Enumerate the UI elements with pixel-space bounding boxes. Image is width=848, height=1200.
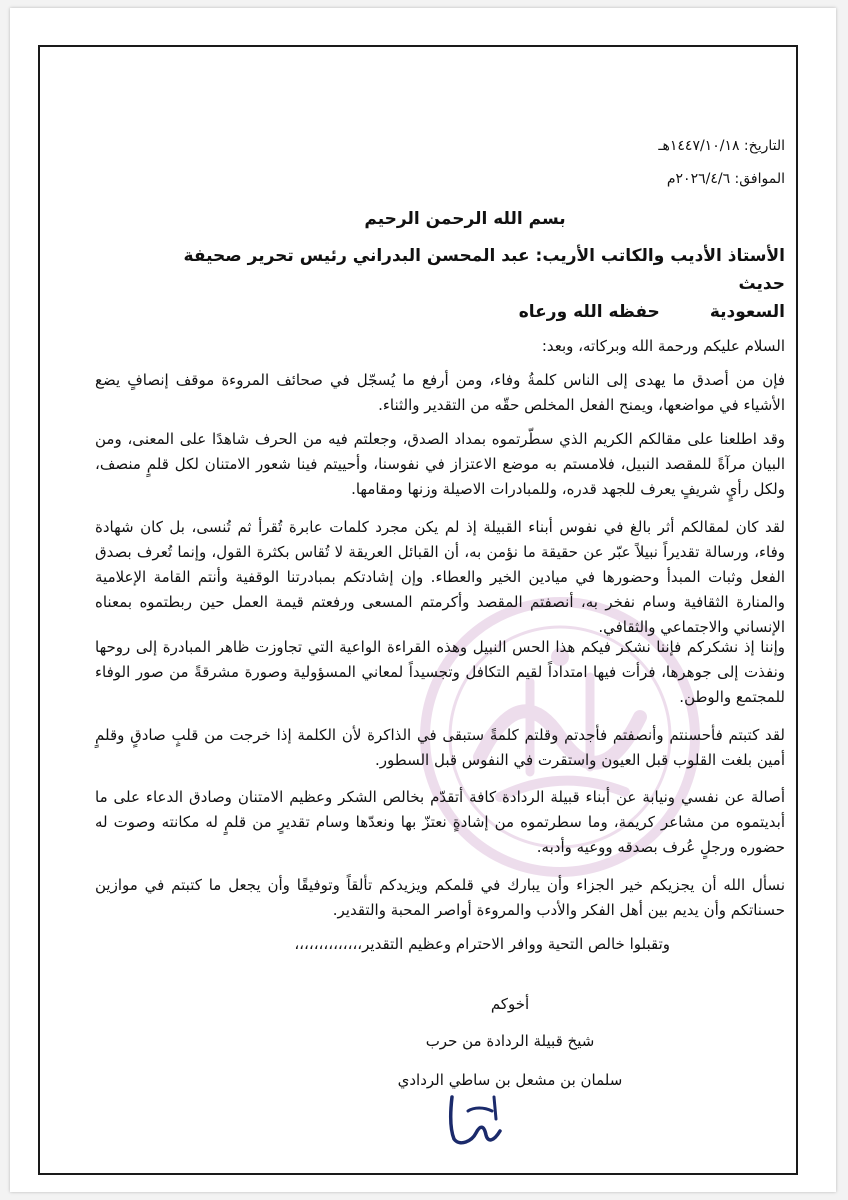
paragraph-1: فإن من أصدق ما يهدى إلى الناس كلمةُ وفاء، ومن أرفع ما يُسجّل في صحائف المروءة موقف إنصافٍ يضع الأشياء في مواضعها، ويمنح الفعل المخلص حقّه من التقدير والثناء. — [95, 371, 785, 414]
paragraph-3: لقد كان لمقالكم أثر بالغ في نفوس أبناء القبيلة إذ لم يكن مجرد كلمات عابرة تُقرأ ثم تُنسى، بل كان شهادة وفاء، ورسالة تقديراً نبيلاً عبّر عن حقيقة ما نؤمن به، أن القبائل العريقة لا تُقاس بكثرة القول، وإنما تُعرف بصدق الفعل وثبات المبدأ وحضورها في ميادين الخير والعطاء. وإن إشادتكم بمبادرتنا الوقفية وأنتم القامة الإعلامية والمنارة الثقافية وسام نفخر به، أنصفتم المقصد وأكرمتم المسعى ورفعتم قيمة العمل حين ربطتموه بمعناه الإنساني والاجتماعي والثقافي. — [95, 518, 785, 636]
paragraph-2: وقد اطلعنا على مقالكم الكريم الذي سطّرتموه بمداد الصدق، وجعلتم فيه من الحرف شاهدًا على المعنى، ومن البيان مرآةً للمقصد النبيل، فلامستم به موضع الاعتزاز في نفوسنا، وأحييتم فينا شعور الامتنان لكل قلمٍ منصف، ولكل رأيٍ شريفٍ يعرف للجهد قدره، وللمبادرات الاصيلة وزنها ومقامها. — [95, 430, 785, 498]
gregorian-date: الموافق: ٢٠٢٦/٤/٦م — [666, 171, 785, 187]
paragraph-6: أصالة عن نفسي ونيابة عن أبناء قبيلة الردادة كافة أتقدّم بخالص الشكر وعظيم الامتنان وصادق الدعاء على ما أبديتموه من مشاعر كريمة، وما سطرتموه من إشادةٍ نعتزّ بها ونعدّها وسام تقديرٍ من قلمٍ له مكانته وصوت له حضوره ورجلٍ عُرف بصدقه ووعيه وأدبه. — [95, 788, 785, 856]
closing-line: وتقبلوا خالص التحية ووافر الاحترام وعظيم التقدير،،،،،،،،،،،،،، — [294, 935, 670, 953]
paragraph-5: لقد كتبتم فأحسنتم وأنصفتم فأجدتم وقلتم كلمةً ستبقى في الذاكرة لأن الكلمة إذا خرجت من قلبٍ صادقٍ وقلمٍ أمين بلغت القلوب قبل العيون واستقرت في النفوس قبل السطور. — [95, 726, 785, 769]
addressee-line-1: الأستاذ الأديب والكاتب الأريب: عبد المحسن البدراني رئيس تحرير صحيفة حديث — [183, 246, 785, 294]
basmala: بسم الله الرحمن الرحيم — [364, 209, 566, 229]
addressee-line-2 — [135, 298, 785, 326]
hijri-date: التاريخ: ١٤٤٧/١٠/١٨هـ — [658, 138, 785, 154]
page-border-frame — [38, 45, 798, 1175]
addressee-country: السعودية — [709, 302, 785, 322]
paragraph-4: وإننا إذ نشكركم فإننا نشكر فيكم هذا الحس النبيل وهذه القراءة الواعية التي تجاوزت ظاهر المبادرة إلى روحها ونفذت إلى جوهرها، فرأت فيها امتداداً لقيم التكافل وتجسيداً لمعاني المسؤولية وصورة مشرقةً من صور الوفاء للمجتمع والوطن. — [95, 638, 785, 706]
letter-page — [10, 8, 836, 1192]
addressee-blessing: حفظه الله ورعاه — [518, 302, 660, 322]
signoff-name: سلمان بن مشعل بن ساطي الردادي — [397, 1071, 623, 1089]
signoff-brother: أخوكم — [490, 995, 530, 1013]
signoff-title: شيخ قبيلة الردادة من حرب — [425, 1032, 595, 1050]
greeting: السلام عليكم ورحمة الله وبركاته، وبعد: — [541, 337, 785, 355]
paragraph-7: نسأل الله أن يجزيكم خير الجزاء وأن يبارك في قلمكم ويزيدكم تألقاً وتوفيقًا وأن يجعل ما كتبتم في موازين حسناتكم وأن يديم بين أهل الفكر والأدب والمروءة أواصر المحبة والتقدير. — [95, 876, 785, 919]
handwritten-signature — [440, 1089, 520, 1151]
addressee-block — [135, 242, 785, 326]
